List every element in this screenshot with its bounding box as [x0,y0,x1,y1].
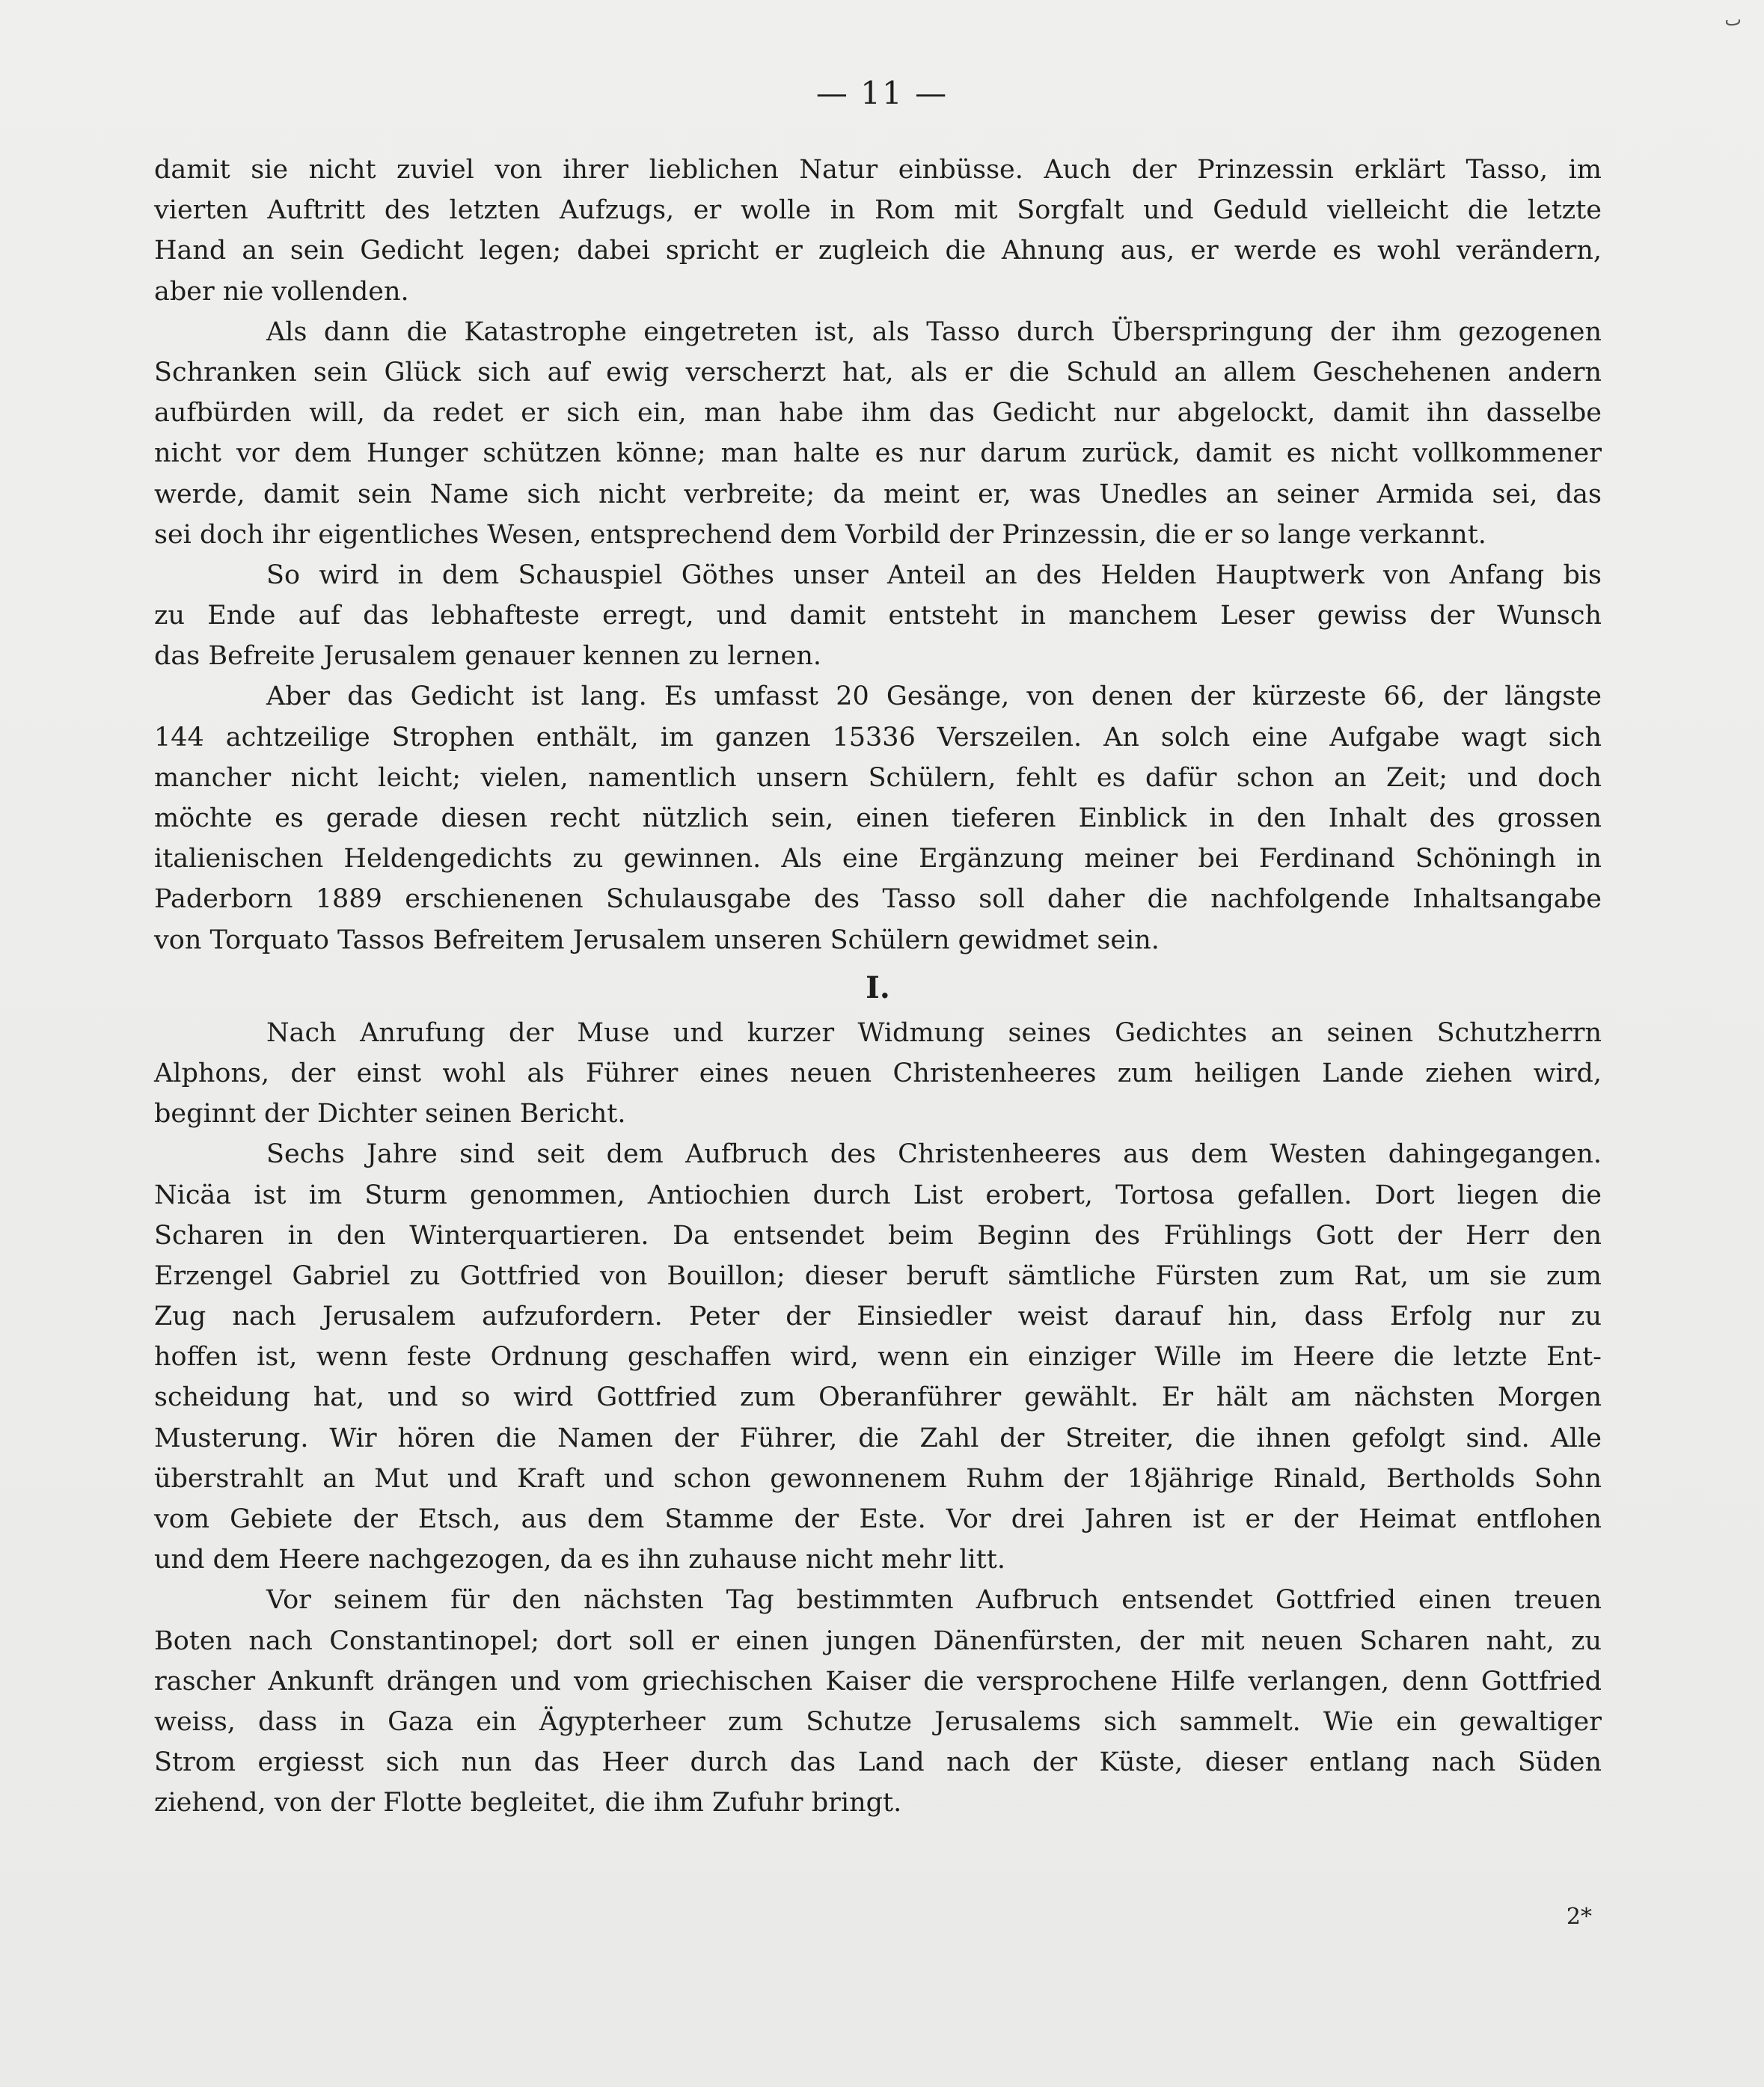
text-line: zu Ende auf das lebhafteste erregt, und damit entsteht in manchem Leser gewiss der Wunsch [154,601,1602,631]
text-line: Nach Anrufung der Muse und kurzer Widmung seines Gedichtes an seinen Schutzherrn [266,1017,1602,1048]
text-line: 144 achtzeilige Strophen enthält, im ganzen 15336 Verszeilen. An solch eine Aufgabe wagt sich [154,722,1602,753]
text-line: sei doch ihr eigentliches Wesen, entsprechend dem Vorbild der Prinzessin, die er so lange verkannt. [154,519,1486,550]
text-line: vom Gebiete der Etsch, aus dem Stamme der Este. Vor drei Jahren ist er der Heimat entflohen [154,1504,1602,1534]
signature-mark: 2* [1566,1904,1592,1930]
text-line: Alphons, der einst wohl als Führer eines neuen Christenheeres zum heiligen Lande ziehen wird, [154,1058,1602,1088]
text-line: Strom ergiesst sich nun das Heer durch das Land nach der Küste, dieser entlang nach Süden [154,1747,1602,1778]
page-number: — 11 — [815,75,949,111]
text-line: mancher nicht leicht; vielen, namentlich unsern Schülern, fehlt es dafür schon an Zeit; und doch [154,762,1602,793]
text-line: rascher Ankunft drängen und vom griechischen Kaiser die versprochene Hilfe verlangen, denn Gottfried [154,1666,1602,1697]
text-line: Boten nach Constantinopel; dort soll er einen jungen Dänenfürsten, der mit neuen Scharen naht, zu [154,1625,1602,1656]
text-line: hoffen ist, wenn feste Ordnung geschaffen wird, wenn ein einziger Wille im Heere die letzte Ent- [154,1342,1602,1373]
text-line: möchte es gerade diesen recht nützlich sein, einen tieferen Einblick in den Inhalt des grossen [154,803,1602,833]
text-line: überstrahlt an Mut und Kraft und schon gewonnenem Ruhm der 18jährige Rinald, Bertholds Sohn [154,1463,1602,1494]
text-line: Vor seinem für den nächsten Tag bestimmten Aufbruch entsendet Gottfried einen treuen [266,1585,1602,1616]
text-line: italienischen Heldengedichts zu gewinnen. Als eine Ergänzung meiner bei Ferdinand Schöningh in [154,844,1602,874]
text-line: Schranken sein Glück sich auf ewig verscherzt hat, als er die Schuld an allem Geschehenen andern [154,357,1602,387]
text-line: werde, damit sein Name sich nicht verbreite; da meint er, was Unedles an seiner Armida sei, das [154,479,1602,509]
text-line: von Torquato Tassos Befreitem Jerusalem unseren Schülern gewidmet sein. [154,925,1160,955]
text-line: vierten Auftritt des letzten Aufzugs, er wolle in Rom mit Sorgfalt und Geduld vielleicht die letzte [154,195,1602,226]
text-line: scheidung hat, und so wird Gottfried zum Oberanführer gewählt. Er hält am nächsten Morgen [154,1382,1602,1413]
text-line: nicht vor dem Hunger schützen könne; man halte es nur darum zurück, damit es nicht vollkommener [154,438,1602,469]
text-line: aufbürden will, da redet er sich ein, man habe ihm das Gedicht nur abgelockt, damit ihn dasselbe [154,398,1602,429]
text-line: das Befreite Jerusalem genauer kennen zu lernen. [154,641,822,672]
text-line: Sechs Jahre sind seit dem Aufbruch des Christenheeres aus dem Westen dahingegangen. [266,1139,1602,1170]
text-line: Zug nach Jerusalem aufzufordern. Peter der Einsiedler weist darauf hin, dass Erfolg nur zu [154,1302,1602,1332]
text-line: Erzengel Gabriel zu Gottfried von Bouillon; dieser beruft sämtliche Fürsten zum Rat, um sie zum [154,1260,1602,1291]
text-line: So wird in dem Schauspiel Göthes unser Anteil an des Helden Hauptwerk von Anfang bis [266,560,1602,590]
text-line: Paderborn 1889 erschienenen Schulausgabe des Tasso soll daher die nachfolgende Inhaltsangabe [154,884,1602,915]
text-line: ziehend, von der Flotte begleitet, die ihm Zufuhr bringt. [154,1788,902,1818]
text-line: damit sie nicht zuviel von ihrer lieblichen Natur einbüsse. Auch der Prinzessin erklärt Tasso, im [154,155,1602,185]
text-line: weiss, dass in Gaza ein Ägypterheer zum Schutze Jerusalems sich sammelt. Wie ein gewaltiger [154,1706,1602,1737]
text-line: Hand an sein Gedicht legen; dabei spricht er zugleich die Ahnung aus, er werde es wohl verändern, [154,236,1602,266]
text-line: Als dann die Katastrophe eingetreten ist, als Tasso durch Überspringung der ihm gezogenen [266,316,1602,347]
corner-mark: ٮ [1724,9,1742,30]
text-line: und dem Heere nachgezogen, da es ihn zuhause nicht mehr litt. [154,1545,1005,1575]
text-line: Nicäa ist im Sturm genommen, Antiochien durch List erobert, Tortosa gefallen. Dort liegen die [154,1180,1602,1210]
text-line: Scharen in den Winterquartieren. Da entsendet beim Beginn des Frühlings Gott der Herr den [154,1220,1602,1251]
text-line: aber nie vollenden. [154,276,409,307]
body-text [154,150,1602,1824]
section-heading: I. [866,969,890,1005]
text-line: Aber das Gedicht ist lang. Es umfasst 20 Gesänge, von denen der kürzeste 66, der längste [266,681,1602,712]
text-line: Musterung. Wir hören die Namen der Führer, die Zahl der Streiter, die ihnen gefolgt sind. Alle [154,1423,1602,1453]
text-line: beginnt der Dichter seinen Bericht. [154,1099,626,1130]
